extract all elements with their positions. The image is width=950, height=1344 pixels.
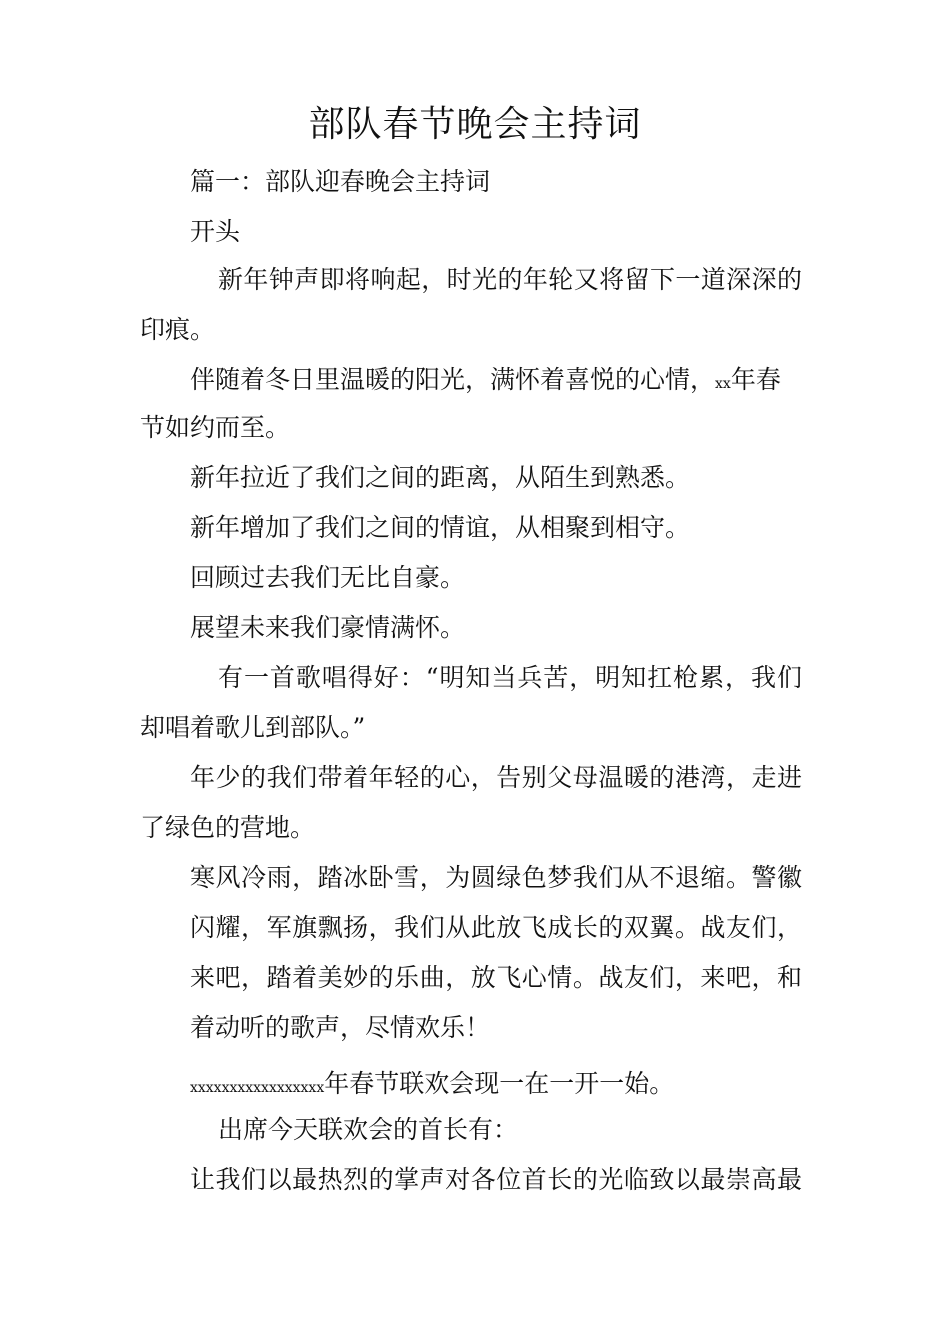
paragraph-line: 新年拉近了我们之间的距离，从陌生到熟悉。 xyxy=(190,463,691,492)
paragraph-text: 年春 xyxy=(730,365,781,394)
paragraph-line xyxy=(190,1066,674,1106)
paragraph-line: 出席今天联欢会的首长有： xyxy=(218,1115,519,1144)
paragraph-line: 了绿色的营地。 xyxy=(140,813,316,842)
paragraph-line: 有一首歌唱得好：“明知当兵苦，明知扛枪累，我们 xyxy=(218,663,802,692)
paragraph-line: 印痕。 xyxy=(140,315,216,344)
paragraph-line: 回顾过去我们无比自豪。 xyxy=(190,563,466,592)
paragraph-line xyxy=(190,362,802,402)
section-heading: 篇一：部队迎春晚会主持词 xyxy=(190,167,491,196)
paragraph-line: 新年钟声即将响起，时光的年轮又将留下一道深深的 xyxy=(218,265,802,294)
paragraph-text: 伴随着冬日里温暖的阳光，满怀着喜悦的心情， xyxy=(190,365,716,394)
paragraph-line: 新年增加了我们之间的情谊，从相聚到相守。 xyxy=(190,513,691,542)
paragraph-line: 却唱着歌儿到部队。” xyxy=(140,713,366,742)
paragraph-line: 让我们以最热烈的掌声对各位首长的光临致以最崇高最 xyxy=(190,1165,802,1194)
paragraph-line: 节如约而至。 xyxy=(140,413,291,442)
paragraph-line: 年少的我们带着年轻的心，告别父母温暖的港湾，走进 xyxy=(190,763,802,792)
paragraph-line: 寒风冷雨，踏冰卧雪，为圆绿色梦我们从不退缩。警徽 xyxy=(190,863,802,892)
opening-label: 开头 xyxy=(190,217,241,246)
placeholder-xx: xx xyxy=(715,376,731,392)
paragraph-line: 闪耀，军旗飘扬，我们从此放飞成长的双翼。战友们， xyxy=(190,913,802,942)
document-title: 部队春节晚会主持词 xyxy=(308,104,642,145)
paragraph-line: 展望未来我们豪情满怀。 xyxy=(190,613,466,642)
paragraph-line: 着动听的歌声，尽情欢乐！ xyxy=(190,1013,491,1042)
placeholder-xx: xxxxxxxxxxxxxxxxx xyxy=(190,1080,325,1096)
paragraph-line: 来吧，踏着美妙的乐曲，放飞心情。战友们，来吧，和 xyxy=(190,963,802,992)
paragraph-text: 年春节联欢会现一在一开一始。 xyxy=(324,1069,675,1098)
